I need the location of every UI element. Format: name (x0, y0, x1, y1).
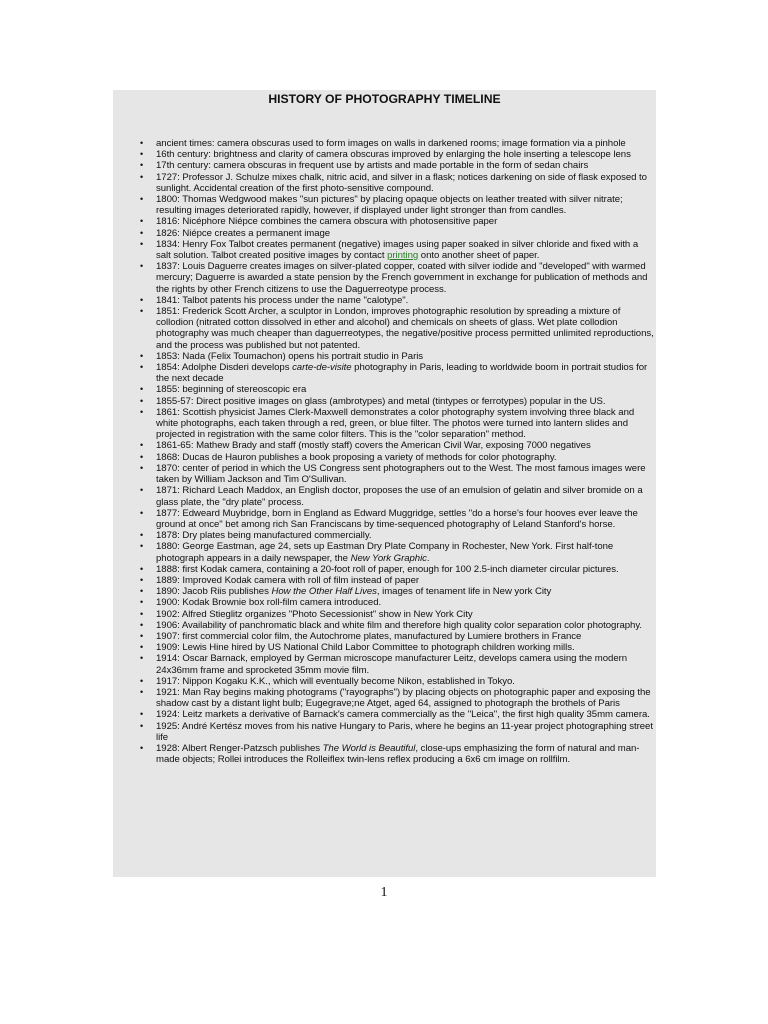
timeline-item-text: 1834: Henry Fox Talbot creates permanent (negative) images using paper soaked in silver chloride and fixed with a salt solution. Talbot created positive images by contact (156, 238, 639, 262)
bullet-icon: • (140, 138, 144, 148)
timeline-item (113, 384, 656, 395)
timeline-item-text: 1880: George Eastman, age 24, sets up Eastman Dry Plate Company in Rochester, New York. First half-tone photograph appears in a daily newspaper, the (156, 541, 614, 564)
bullet-icon: • (140, 541, 144, 552)
document-page (113, 90, 656, 877)
timeline-item-text: 1826: Niépce creates a permanent image (156, 227, 331, 239)
timeline-item-text: 1855-57: Direct positive images on glass (ambrotypes) and metal (tintypes or ferrotypes) popular in the US. (156, 395, 606, 407)
italic-title: The World is Beautiful (322, 742, 416, 754)
timeline-item (113, 586, 656, 597)
timeline-item (113, 709, 656, 720)
timeline-item-text: photography in Paris, leading to worldwide boom in portrait studios for the next decade (156, 362, 648, 385)
timeline-item (113, 721, 656, 743)
timeline-item (113, 541, 656, 563)
timeline-item (113, 228, 656, 239)
bullet-icon: • (140, 485, 144, 496)
bullet-icon: • (140, 742, 144, 753)
timeline-item-text: 1909: Lewis Hine hired by US National Child Labor Committee to photograph children working mills. (156, 642, 575, 654)
timeline-item-text: onto another sheet of paper. (418, 250, 540, 262)
timeline-item (113, 362, 656, 384)
timeline-item-text: 1816: Nicéphore Niépce combines the camera obscura with photosensitive paper (156, 216, 498, 228)
timeline-item (113, 631, 656, 642)
timeline-item (113, 239, 656, 261)
timeline-item-text: 1914: Oscar Barnack, employed by German microscope manufacturer Leitz, develops camera using the modern 24x36mm frame and sprocketed 35mm movie film. (156, 653, 628, 676)
bullet-icon: • (140, 160, 144, 171)
timeline-item (113, 485, 656, 507)
timeline-item-text: 1900: Kodak Brownie box roll-film camera introduced. (156, 597, 382, 609)
bullet-icon: • (140, 350, 144, 361)
timeline-item-text: 1902: Alfred Stieglitz organizes "Photo Secessionist" show in New York City (156, 608, 473, 620)
bullet-icon: • (140, 261, 144, 272)
timeline-item-text: 1888: first Kodak camera, containing a 20-foot roll of paper, enough for 100 2.5-inch diameter circular pictures. (156, 563, 619, 575)
timeline-item (113, 172, 656, 194)
bullet-icon: • (140, 530, 144, 541)
timeline-item-text: 1890: Jacob Riis publishes (156, 586, 272, 598)
timeline-item-text: 1851: Frederick Scott Archer, a sculptor in London, improves photographic resolution by spreading a mixture of collodion (nitrated cotton dissolved in ether and alcohol) and chemicals on sheets of glass. Wet plate collodion photography was much cheaper than daguerreotypes, the negative/positive process permitted unlimited reproductions, and the process was published but not patented. (156, 306, 654, 351)
timeline-item (113, 138, 656, 149)
timeline-item (113, 440, 656, 451)
bullet-icon: • (140, 306, 144, 317)
bullet-icon: • (140, 406, 144, 417)
bullet-icon: • (140, 507, 144, 518)
timeline-item-text: 1855: beginning of stereoscopic era (156, 384, 307, 396)
timeline-item (113, 194, 656, 216)
timeline-item (113, 609, 656, 620)
timeline-item-text: 1925: André Kertész moves from his native Hungary to Paris, where he begins an 11-year project photographing street life (156, 720, 653, 743)
timeline-item-text: 1917: Nippon Kogaku K.K., which will eventually become Nikon, established in Tokyo. (156, 675, 515, 687)
timeline-item-text: 1906: Availability of panchromatic black and white film and therefore high quality color separation color photography. (156, 619, 642, 631)
timeline-item (113, 653, 656, 675)
bullet-icon: • (140, 462, 144, 473)
timeline-item (113, 743, 656, 765)
page-number: 1 (380, 885, 388, 900)
timeline-item-text: 1841: Talbot patents his process under the name "calotype". (156, 294, 409, 306)
timeline-item (113, 306, 656, 351)
timeline-item-text: 1870: center of period in which the US Congress sent photographers out to the West. The most famous images were taken by William Jackson and Tim O'Sullivan. (156, 462, 646, 486)
timeline-item-text: 1877: Edweard Muybridge, born in England as Edward Muggridge, settles "do a horse's four hooves ever leave the ground at once" bet among rich San Franciscans by time-sequenced photography of Leland Stanford's horse. (156, 507, 638, 530)
timeline-item-text: 1889: Improved Kodak camera with roll of film instead of paper (156, 574, 419, 586)
bullet-icon: • (140, 586, 144, 597)
page-title: HISTORY OF PHOTOGRAPHY TIMELINE (268, 92, 501, 106)
timeline-item (113, 564, 656, 575)
bullet-icon: • (140, 574, 144, 585)
timeline-item (113, 575, 656, 586)
bullet-icon: • (140, 149, 144, 160)
bullet-icon: • (140, 642, 144, 653)
timeline-item (113, 452, 656, 463)
italic-title: carte-de-visite (292, 362, 352, 374)
timeline-item-text: 1800: Thomas Wedgwood makes "sun pictures" by placing opaque objects on leather treated with silver nitrate; resulting images deteriorated rapidly, however, if displayed under light stronger than from candles. (156, 194, 623, 217)
timeline-item-text: , close-ups emphasizing the form of natural and man-made objects; Rollei introduces the Rolleiflex twin-lens reflex producing a 6x6 cm image on rollfilm. (156, 742, 640, 766)
bullet-icon: • (140, 238, 144, 249)
timeline-item-text: 1868: Ducas de Hauron publishes a book proposing a variety of methods for color photography. (156, 451, 557, 463)
bullet-icon: • (140, 563, 144, 574)
timeline-item-text: 1928: Albert Renger-Patzsch publishes (156, 742, 323, 754)
timeline-item (113, 676, 656, 687)
timeline-item (113, 530, 656, 541)
timeline-item-text: 1924: Leitz markets a derivative of Barnack's camera commercially as the "Leica", the first high quality 35mm camera. (156, 709, 650, 721)
timeline-item (113, 396, 656, 407)
bullet-icon: • (140, 709, 144, 720)
printing-link[interactable]: printing (387, 250, 419, 262)
bullet-icon: • (140, 171, 144, 182)
timeline-item-text: 1861: Scottish physicist James Clerk-Maxwell demonstrates a color photography system involving three black and white photographs, each taken through a red, green, or blue filter. The photos were turned into lantern slides and projected in registration with the same color filters. This is the "color separation" method. (156, 406, 635, 441)
bullet-icon: • (140, 653, 144, 664)
timeline-item (113, 597, 656, 608)
bullet-icon: • (140, 619, 144, 630)
timeline-item-text: 1837: Louis Daguerre creates images on silver-plated copper, coated with silver iodide and "developed" with warmed mercury; Daguerre is awarded a state pension by the French government in exchange for publication of methods and the rights by other French citizens to use the Daguerreotype process. (156, 261, 648, 295)
bullet-icon: • (140, 384, 144, 395)
timeline-item (113, 295, 656, 306)
bullet-icon: • (140, 294, 144, 305)
timeline-item (113, 687, 656, 709)
timeline-item (113, 160, 656, 171)
timeline-item-text: , images of tenament life in New york City (376, 586, 552, 598)
timeline-item (113, 351, 656, 362)
timeline-item (113, 642, 656, 653)
timeline-item-text: ancient times: camera obscuras used to form images on walls in darkened rooms; image formation via a pinhole (156, 138, 626, 149)
timeline-item (113, 620, 656, 631)
timeline-item-text: . (426, 552, 430, 564)
timeline-item (113, 407, 656, 441)
bullet-icon: • (140, 227, 144, 238)
bullet-icon: • (140, 440, 144, 451)
bullet-icon: • (140, 675, 144, 686)
timeline-item (113, 261, 656, 295)
bullet-icon: • (140, 608, 144, 619)
italic-title: New York Graphic (350, 552, 427, 564)
bullet-icon: • (140, 194, 144, 205)
bullet-icon: • (140, 362, 144, 373)
timeline-item-text: 1854: Adolphe Disderi develops (156, 362, 293, 374)
bullet-icon: • (140, 451, 144, 462)
timeline-item (113, 149, 656, 160)
timeline-item-text: 1871: Richard Leach Maddox, an English doctor, proposes the use of an emulsion of gelatin and silver bromide on a glass plate, the "dry plate" process. (156, 485, 643, 508)
bullet-icon: • (140, 597, 144, 608)
italic-title: How the Other Half Lives (271, 586, 377, 598)
bullet-icon: • (140, 720, 144, 731)
timeline-list (113, 138, 656, 765)
timeline-item-text: 17th century: camera obscuras in frequent use by artists and made portable in the form of sedan chairs (156, 160, 589, 172)
timeline-item-text: 1907: first commercial color film, the Autochrome plates, manufactured by Lumiere brothers in France (156, 630, 582, 642)
timeline-item-text: 1878: Dry plates being manufactured commercially. (156, 530, 372, 542)
timeline-item-text: 1861-65: Mathew Brady and staff (mostly staff) covers the American Civil War, exposing 7000 negatives (156, 440, 591, 452)
bullet-icon: • (140, 395, 144, 406)
timeline-item-text: 1921: Man Ray begins making photograms ("rayographs") by placing objects on photographic paper and exposing the shadow cast by a distant light bulb; Eugegrave;ne Atget, aged 64, assigned to photograph the brothels of Paris (156, 686, 651, 710)
timeline-item-text: 1727: Professor J. Schulze mixes chalk, nitric acid, and silver in a flask; notices darkening on side of flask exposed to sunlight. Accidental creation of the first photo-sensitive compound. (156, 171, 647, 194)
timeline-item (113, 508, 656, 530)
bullet-icon: • (140, 216, 144, 227)
bullet-icon: • (140, 686, 144, 697)
timeline-item-text: 16th century: brightness and clarity of camera obscuras improved by enlarging the hole inserting a telescope lens (156, 149, 631, 161)
timeline-item (113, 463, 656, 485)
bullet-icon: • (140, 630, 144, 641)
timeline-item-text: 1853: Nada (Felix Toumachon) opens his portrait studio in Paris (156, 350, 424, 362)
timeline-item (113, 216, 656, 227)
